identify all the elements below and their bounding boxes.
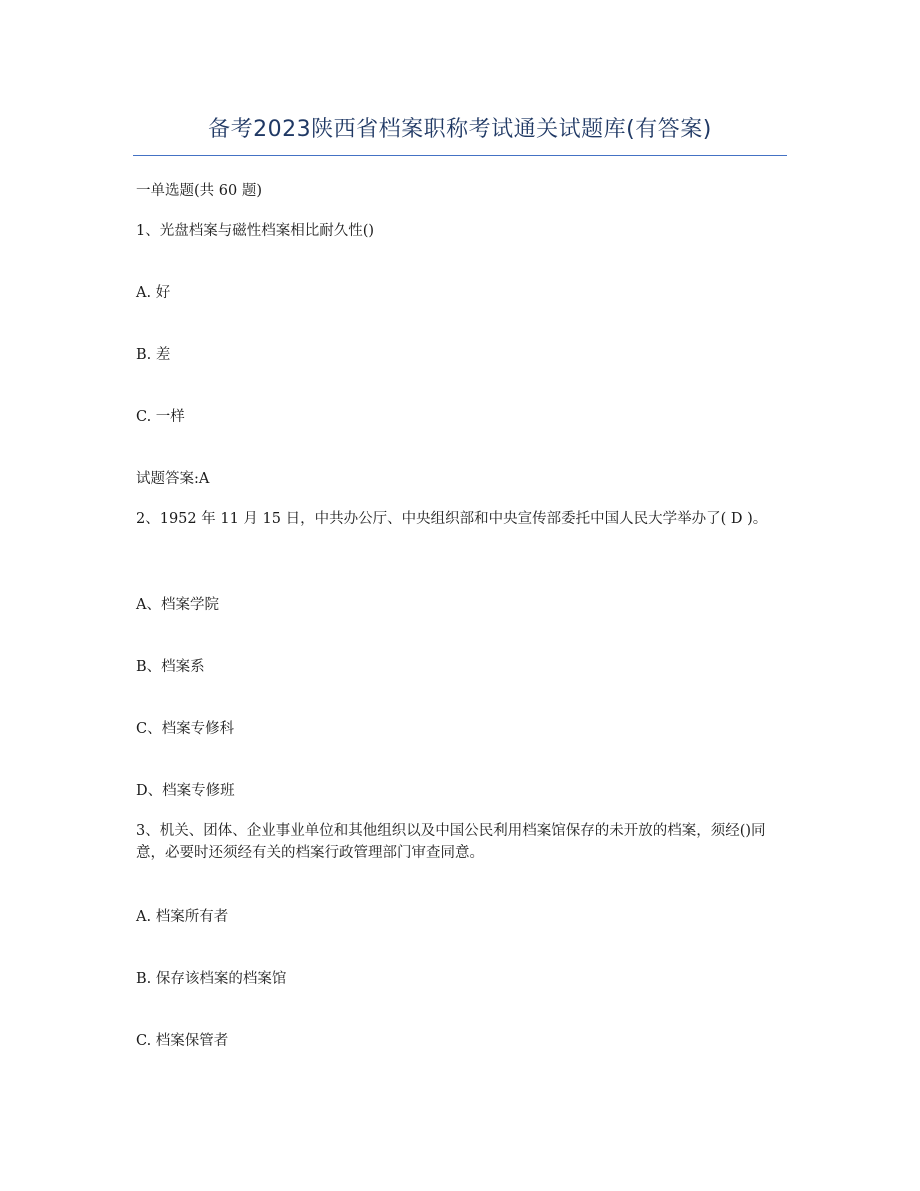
question-2-option-c: C、档案专修科 — [136, 721, 235, 737]
question-2-text: 2、1952 年 11 月 15 日，中共办公厅、中央组织部和中央宣传部委托中国人民大学举办了( D )。 — [136, 511, 768, 527]
question-2-option-a: A、档案学院 — [136, 597, 219, 613]
question-3-option-a: A. 档案所有者 — [136, 909, 229, 925]
section-heading: 一单选题(共 60 题) — [136, 183, 262, 199]
question-1-option-c: C. 一样 — [136, 409, 185, 425]
question-2-option-b: B、档案系 — [136, 659, 205, 675]
document-title: 备考2023陕西省档案职称考试通关试题库(有答案) — [208, 117, 712, 142]
question-3-option-c: C. 档案保管者 — [136, 1033, 229, 1049]
question-1-text: 1、光盘档案与磁性档案相比耐久性() — [136, 223, 375, 239]
question-1-option-b: B. 差 — [136, 347, 171, 363]
question-2-option-d: D、档案专修班 — [136, 783, 235, 799]
question-1-answer: 试题答案:A — [136, 471, 210, 487]
title-underline — [133, 155, 787, 156]
question-3-option-b: B. 保存该档案的档案馆 — [136, 971, 287, 987]
question-3-text: 3、机关、团体、企业事业单位和其他组织以及中国公民利用档案馆保存的未开放的档案，须经()同意，必要时还须经有关的档案行政管理部门审查同意。 — [136, 823, 766, 861]
question-1-option-a: A. 好 — [136, 285, 171, 301]
